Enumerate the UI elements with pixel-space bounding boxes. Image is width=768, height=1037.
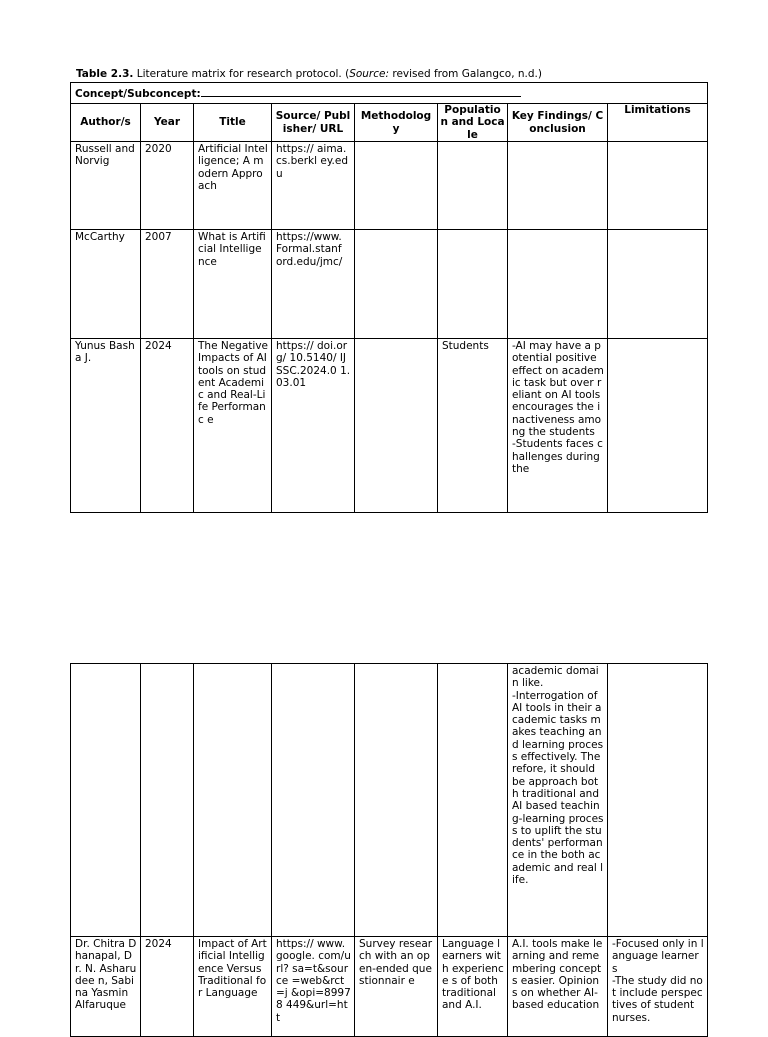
cell-methodology (355, 142, 438, 230)
header-findings: Key Findings/ Conclusion (508, 104, 608, 142)
cell-findings-continued: academic domain like. -Interrogation of AI tools in their academic tasks makes teaching and learning process effectively. Therefore, it should be approach both traditional and AI based teaching-learning process to uplift the students' performance in the both academic and real life. (508, 664, 608, 937)
cell-source: https:// doi.org/ 10.5140/ IJSSC.2024.0 1.03.01 (272, 339, 355, 513)
cell-title (194, 664, 272, 937)
concept-blank-line (201, 86, 521, 97)
header-year: Year (141, 104, 194, 142)
caption-source-label: Source: (349, 68, 390, 80)
concept-label: Concept/Subconcept: (75, 88, 201, 101)
caption-label: Table 2.3. (76, 68, 134, 80)
cell-findings: -AI may have a potential positive effect on academic task but over reliant on AI tools encourages the inactiveness among the students -Students faces challenges during the (508, 339, 608, 513)
table-caption (76, 68, 542, 81)
cell-authors: McCarthy (71, 230, 141, 339)
table-row (71, 142, 708, 230)
cell-title: What is Artificial Intelligence (194, 230, 272, 339)
cell-findings: A.I. tools make learning and remembering concepts easier. Opinions on whether AI-based education (508, 937, 608, 1037)
cell-limitations (608, 230, 708, 339)
cell-population (438, 230, 508, 339)
table-row (71, 230, 708, 339)
header-limitations: Limitations (608, 104, 708, 142)
cell-authors (71, 664, 141, 937)
cell-limitations (608, 339, 708, 513)
cell-source (272, 664, 355, 937)
cell-population (438, 664, 508, 937)
header-source: Source/ Publisher/ URL (272, 104, 355, 142)
cell-title: Impact of Artificial Intelligence Versus Traditional for Language (194, 937, 272, 1037)
caption-text-after: revised from Galangco, n.d.) (389, 68, 542, 80)
table-row (71, 339, 708, 513)
cell-source: https:// www.google. com/url? sa=t&source =web&rct=j &opi=89978 449&url=htt (272, 937, 355, 1037)
cell-population: Language learners with experience s of both traditional and A.I. (438, 937, 508, 1037)
cell-year (141, 664, 194, 937)
cell-findings (508, 230, 608, 339)
cell-title: The Negative Impacts of AI tools on student Academic and Real-Life Performanc e (194, 339, 272, 513)
cell-methodology: Survey research with an open-ended questionnair e (355, 937, 438, 1037)
cell-limitations (608, 664, 708, 937)
cell-population (438, 142, 508, 230)
cell-authors: Russell and Norvig (71, 142, 141, 230)
cell-limitations (608, 142, 708, 230)
cell-year: 2024 (141, 937, 194, 1037)
literature-matrix-table (70, 82, 708, 513)
cell-source: https://www. Formal.stanf ord.edu/jmc/ (272, 230, 355, 339)
cell-methodology (355, 664, 438, 937)
cell-title: Artificial Intelligence; A modern Approach (194, 142, 272, 230)
header-title: Title (194, 104, 272, 142)
cell-authors: Yunus Basha J. (71, 339, 141, 513)
cell-findings (508, 142, 608, 230)
cell-methodology (355, 230, 438, 339)
concept-cell (71, 83, 708, 104)
cell-methodology (355, 339, 438, 513)
cell-authors: Dr. Chitra Dhanapal, Dr. N. Asharudee n, Sabina Yasmin Alfaruque (71, 937, 141, 1037)
header-population: Populatio n and Locale (438, 104, 508, 142)
concept-row (71, 83, 708, 104)
header-row (71, 104, 708, 142)
header-methodology: Methodolog y (355, 104, 438, 142)
cell-year: 2007 (141, 230, 194, 339)
table-row (71, 937, 708, 1037)
table-row (71, 664, 708, 937)
cell-source: https:// aima.cs.berkl ey.edu (272, 142, 355, 230)
literature-matrix-table-continued (70, 663, 708, 1037)
header-authors: Author/s (71, 104, 141, 142)
caption-text-before: Literature matrix for research protocol. ( (133, 68, 350, 80)
cell-limitations: -Focused only in language learners -The study did not include perspectives of student nurses. (608, 937, 708, 1037)
cell-year: 2024 (141, 339, 194, 513)
cell-population: Students (438, 339, 508, 513)
cell-year: 2020 (141, 142, 194, 230)
